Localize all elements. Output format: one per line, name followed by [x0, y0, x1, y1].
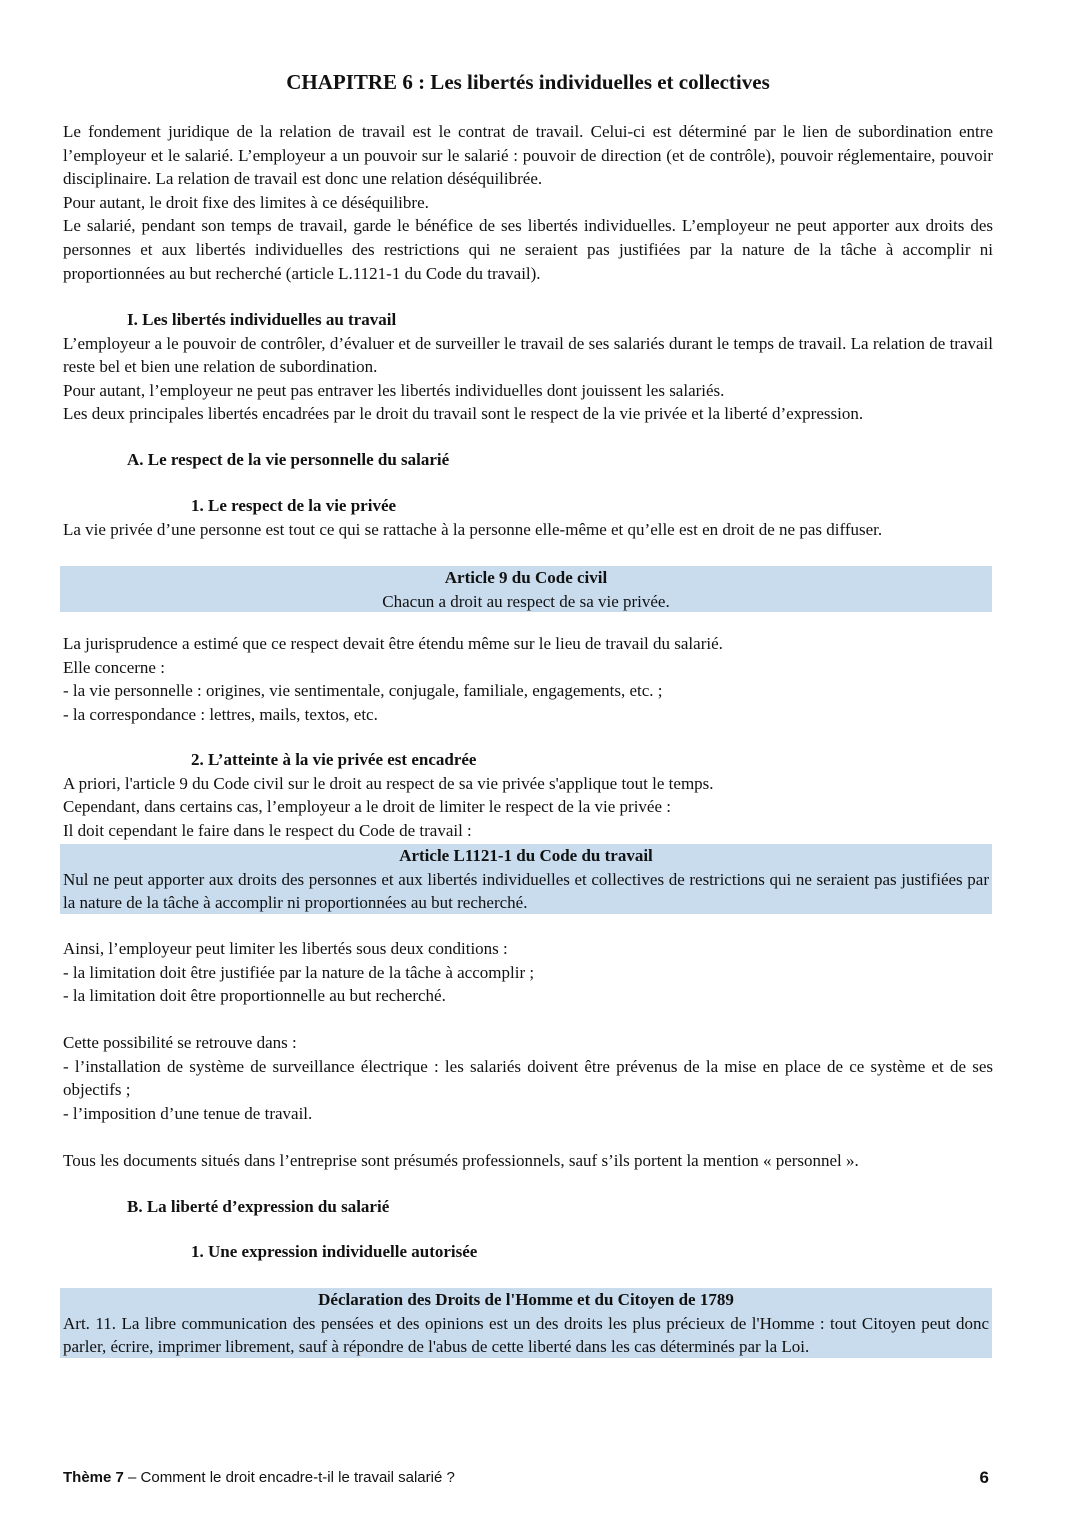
conditions-block	[63, 937, 993, 1008]
section-a2-line: Il doit cependant le faire dans le respect du Code de travail :	[63, 820, 472, 840]
intro-block	[63, 120, 993, 285]
page-number: 6	[979, 1468, 989, 1487]
section-b-heading: B. La liberté d’expression du salarié	[127, 1197, 390, 1216]
article-9-box	[60, 566, 992, 612]
section-1	[63, 308, 993, 426]
intro-paragraph: Pour autant, le droit fixe des limites à ce déséquilibre.	[63, 192, 429, 212]
jurisprudence-block	[63, 632, 993, 726]
jurisprudence-line: Elle concerne :	[63, 657, 165, 677]
footer-theme-label: Thème 7	[63, 1469, 124, 1486]
article-l1121-box	[60, 844, 992, 914]
possibilities-block	[63, 1031, 993, 1125]
section-1-paragraph: Pour autant, l’employeur ne peut pas entraver les libertés individuelles dont jouissent les salariés.	[63, 380, 725, 400]
jurisprudence-line: La jurisprudence a estimé que ce respect devait être étendu même sur le lieu de travail du salarié.	[63, 634, 723, 653]
section-a2-heading: 2. L’atteinte à la vie privée est encadrée	[191, 750, 477, 769]
possibilities-line: - l’imposition d’une tenue de travail.	[63, 1103, 313, 1123]
documents-text: Tous les documents situés dans l’entreprise sont présumés professionnels, sauf s’ils portent la mention « personnel ».	[63, 1151, 859, 1170]
conditions-line: - la limitation doit être justifiée par la nature de la tâche à accomplir ;	[63, 962, 535, 982]
article-9-title: Article 9 du Code civil	[444, 568, 608, 587]
ddhc-title: Déclaration des Droits de l'Homme et du Citoyen de 1789	[318, 1290, 734, 1309]
section-1-heading: I. Les libertés individuelles au travail	[127, 310, 397, 329]
section-b1-heading: 1. Une expression individuelle autorisée	[191, 1242, 478, 1261]
section-1-paragraph: L’employeur a le pouvoir de contrôler, d’évaluer et de surveiller le travail de ses salariés durant le temps de travail. La relation de travail reste bel et bien une relation de subordination.	[63, 333, 993, 377]
jurisprudence-line: - la correspondance : lettres, mails, textos, etc.	[63, 704, 378, 724]
section-a2-line: A priori, l'article 9 du Code civil sur le droit au respect de sa vie privée s'applique tout le temps.	[63, 773, 714, 793]
article-l1121-title: Article L1121-1 du Code du travail	[399, 846, 653, 865]
section-a1-text: La vie privée d’une personne est tout ce qui se rattache à la personne elle-même et qu’elle est en droit de ne pas diffuser.	[63, 519, 883, 539]
section-b1-heading-block	[63, 1240, 993, 1264]
section-a1	[63, 494, 993, 541]
section-a-heading-block	[63, 448, 993, 472]
section-1-paragraph: Les deux principales libertés encadrées par le droit du travail sont le respect de la vie privée et la liberté d’expression.	[63, 404, 864, 424]
section-b-heading-block	[63, 1195, 993, 1219]
section-a2-line: Cependant, dans certains cas, l’employeur a le droit de limiter le respect de la vie privée :	[63, 797, 671, 817]
footer-theme-text: – Comment le droit encadre-t-il le travail salarié ?	[123, 1469, 455, 1486]
section-a1-heading: 1. Le respect de la vie privée	[191, 496, 397, 515]
conditions-line: - la limitation doit être proportionnelle au but recherché.	[63, 986, 446, 1006]
conditions-line: Ainsi, l’employeur peut limiter les libertés sous deux conditions :	[63, 939, 508, 958]
intro-paragraph: Le fondement juridique de la relation de travail est le contrat de travail. Celui-ci est déterminé par le lien de subordination entre l’employeur et le salarié. L’employeur a un pouvoir sur le salarié : pouvoir de direction (et de contrôle), pouvoir réglementaire, pouvoir disciplinaire. La relation de travail est donc une relation déséquilibrée.	[63, 122, 993, 189]
ddhc-text: Art. 11. La libre communication des pensées et des opinions est un des droits les plus précieux de l'Homme : tout Citoyen peut donc parler, écrire, imprimer librement, sauf à répondre de l'abus de cette liberté dans les cas déterminés par la Loi.	[63, 1313, 989, 1357]
section-a-heading: A. Le respect de la vie personnelle du salarié	[127, 450, 450, 469]
section-a2	[63, 748, 993, 842]
documents-block	[63, 1149, 993, 1173]
ddhc-box	[60, 1288, 992, 1358]
intro-paragraph: Le salarié, pendant son temps de travail, garde le bénéfice de ses libertés individuelles. L’employeur ne peut apporter aux droits des personnes et aux libertés individuelles des restrictions qui ne seraient pas justifiées par la nature de la tâche à accomplir ni proportionnées au but recherché (article L.1121-1 du Code du travail).	[63, 216, 993, 283]
chapter-title: CHAPITRE 6 : Les libertés individuelles et collectives	[286, 70, 770, 94]
footer-theme	[63, 1469, 455, 1486]
possibilities-line: Cette possibilité se retrouve dans :	[63, 1033, 297, 1052]
article-l1121-text: Nul ne peut apporter aux droits des personnes et aux libertés individuelles et collectives de restrictions qui ne seraient pas justifiées par la nature de la tâche à accomplir ni proportionnées au but recherché.	[63, 869, 989, 913]
article-9-text: Chacun a droit au respect de sa vie privée.	[382, 591, 670, 611]
jurisprudence-line: - la vie personnelle : origines, vie sentimentale, conjugale, familiale, engagements, etc. ;	[63, 681, 663, 701]
possibilities-line: - l’installation de système de surveillance électrique : les salariés doivent être prévenus de la mise en place de ce système et de ses objectifs ;	[63, 1056, 993, 1100]
